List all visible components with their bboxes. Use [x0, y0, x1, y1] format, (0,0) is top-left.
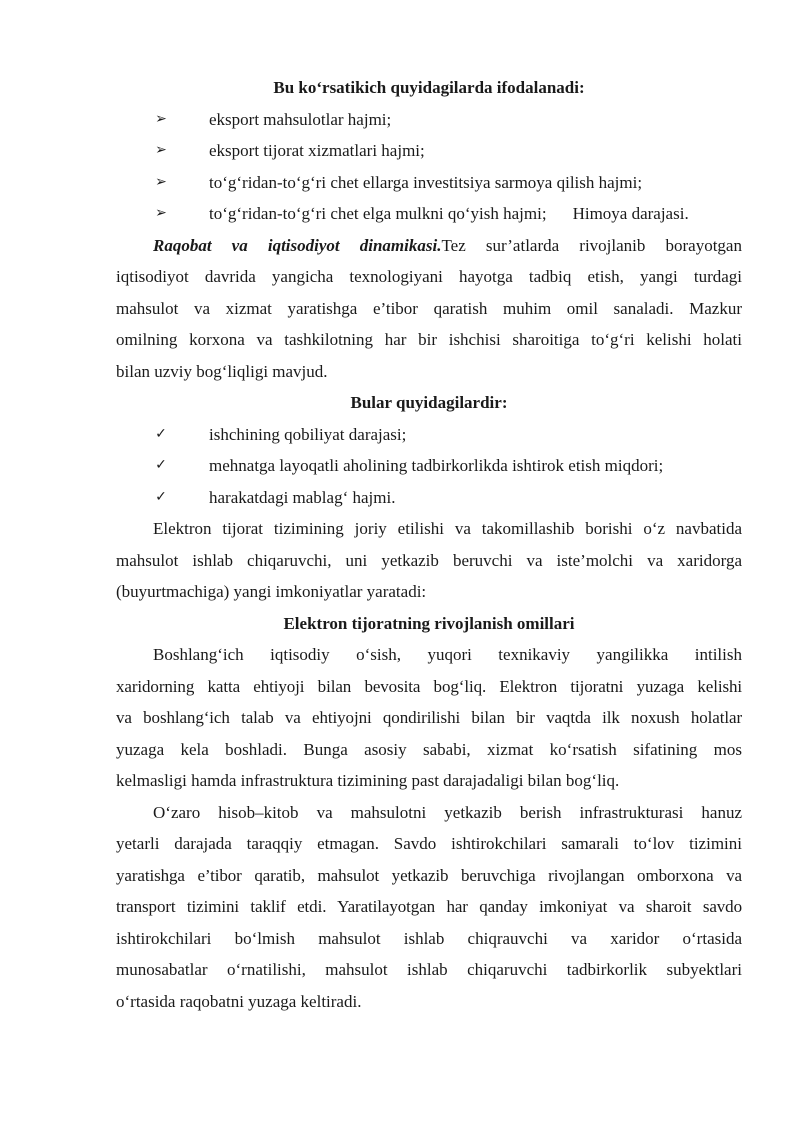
list-item-text: to‘g‘ridan-to‘g‘ri chet ellarga investitsiya sarmoya qilish hajmi;	[209, 172, 643, 192]
arrow-bullet-icon: ➢	[155, 110, 167, 127]
paragraph-line: (buyurtmachiga) yangi imkoniyatlar yaratadi:	[116, 582, 427, 601]
paragraph-line: yetarli darajada taraqqiy etmagan. Savdo ishtirokchilari samarali to‘lov tizimini	[116, 834, 742, 853]
list-item	[116, 104, 742, 136]
list-item	[116, 167, 742, 199]
paragraph-line: transport tizimini taklif etdi. Yaratilayotgan har qanday imkoniyat va sharoit savdo	[116, 897, 742, 916]
paragraph-line: O‘zaro hisob–kitob va mahsulotni yetkazib berish infrastrukturasi hanuz	[153, 802, 742, 822]
checkmark-icon: ✓	[155, 488, 167, 505]
paragraph-line: omilning korxona va tashkilotning har bir ishchisi sharoitiga to‘g‘ri kelishi holati	[116, 330, 742, 349]
paragraph-line: mahsulot va xizmat yaratishga e’tibor qaratish muhim omil sanaladi. Mazkur	[116, 298, 742, 318]
list-item	[116, 198, 742, 230]
list-item-tail: Himoya darajasi.	[572, 204, 689, 223]
document-page	[116, 72, 742, 1017]
list-item	[116, 450, 742, 482]
arrow-bullet-icon: ➢	[155, 173, 167, 190]
list-item-text: eksport tijorat xizmatlari hajmi;	[209, 141, 425, 160]
paragraph-line: ishtirokchilari bo‘lmish mahsulot ishlab chiqrauvchi va xaridor o‘rtasida	[116, 928, 742, 948]
paragraph-line: Elektron tijorat tizimining joriy etilishi va takomillashib borishi o‘z navbatida	[153, 519, 742, 538]
list-item	[116, 135, 742, 167]
section-heading: Bu ko‘rsatikich quyidagilarda ifodalanadi:	[273, 78, 585, 97]
paragraph-line: va boshlang‘ich talab va ehtiyojni qondirilishi bilan bir vaqtda ilk noxush holatlar	[116, 708, 742, 727]
paragraph-line: yaratishga e’tibor qaratib, mahsulot yetkazib beruvchiga rivojlangan omborxona va	[116, 865, 742, 885]
paragraph-lead: Raqobat va iqtisodiyot dinamikasi.	[153, 235, 442, 255]
paragraph-line: kelmasligi hamda infrastruktura tizimining past darajadaligi bilan bog‘liq.	[116, 771, 620, 790]
checkmark-icon: ✓	[155, 425, 167, 442]
arrow-bullet-icon: ➢	[155, 142, 167, 158]
paragraph-line	[116, 230, 742, 262]
checkmark-icon: ✓	[155, 457, 167, 473]
paragraph-line: Boshlang‘ich iqtisodiy o‘sish, yuqori texnikaviy yangilikka intilish	[153, 645, 742, 664]
paragraph-line: iqtisodiyot davrida yangicha texnologiyani hayotga tadbiq etish, yangi turdagi	[116, 267, 742, 286]
list-item	[116, 482, 742, 514]
arrow-bullet-icon: ➢	[155, 205, 167, 221]
section-heading: Elektron tijoratning rivojlanish omillari	[283, 613, 575, 633]
list-item-text: ishchining qobiliyat darajasi;	[209, 424, 407, 444]
section-heading: Bular quyidagilardir:	[350, 393, 508, 412]
list-item-text: mehnatga layoqatli aholining tadbirkorlikda ishtirok etish miqdori;	[209, 456, 664, 475]
paragraph-line: mahsulot ishlab chiqaruvchi, uni yetkazib beruvchi va iste’molchi va xaridorga	[116, 550, 742, 570]
list-item-main: to‘g‘ridan-to‘g‘ri chet elga mulkni qo‘yish hajmi;	[209, 204, 547, 223]
paragraph-line: xaridorning katta ehtiyoji bilan bevosita bog‘liq. Elektron tijoratni yuzaga kelishi	[116, 676, 742, 696]
paragraph-line: o‘rtasida raqobatni yuzaga keltiradi.	[116, 991, 362, 1011]
list-item-text	[209, 198, 689, 230]
list-item	[116, 419, 742, 451]
paragraph-text: Tez sur’atlarda rivojlanib borayotgan	[441, 235, 742, 255]
list-item-text: harakatdagi mablag‘ hajmi.	[209, 487, 396, 507]
paragraph-line: yuzaga kela boshladi. Bunga asosiy sababi, xizmat ko‘rsatish sifatining mos	[116, 739, 742, 759]
paragraph-line: munosabatlar o‘rnatilishi, mahsulot ishlab chiqaruvchi tadbirkorlik subyektlari	[116, 960, 742, 979]
paragraph-line: bilan uzviy bog‘liqligi mavjud.	[116, 361, 328, 381]
list-item-text: eksport mahsulotlar hajmi;	[209, 109, 392, 129]
